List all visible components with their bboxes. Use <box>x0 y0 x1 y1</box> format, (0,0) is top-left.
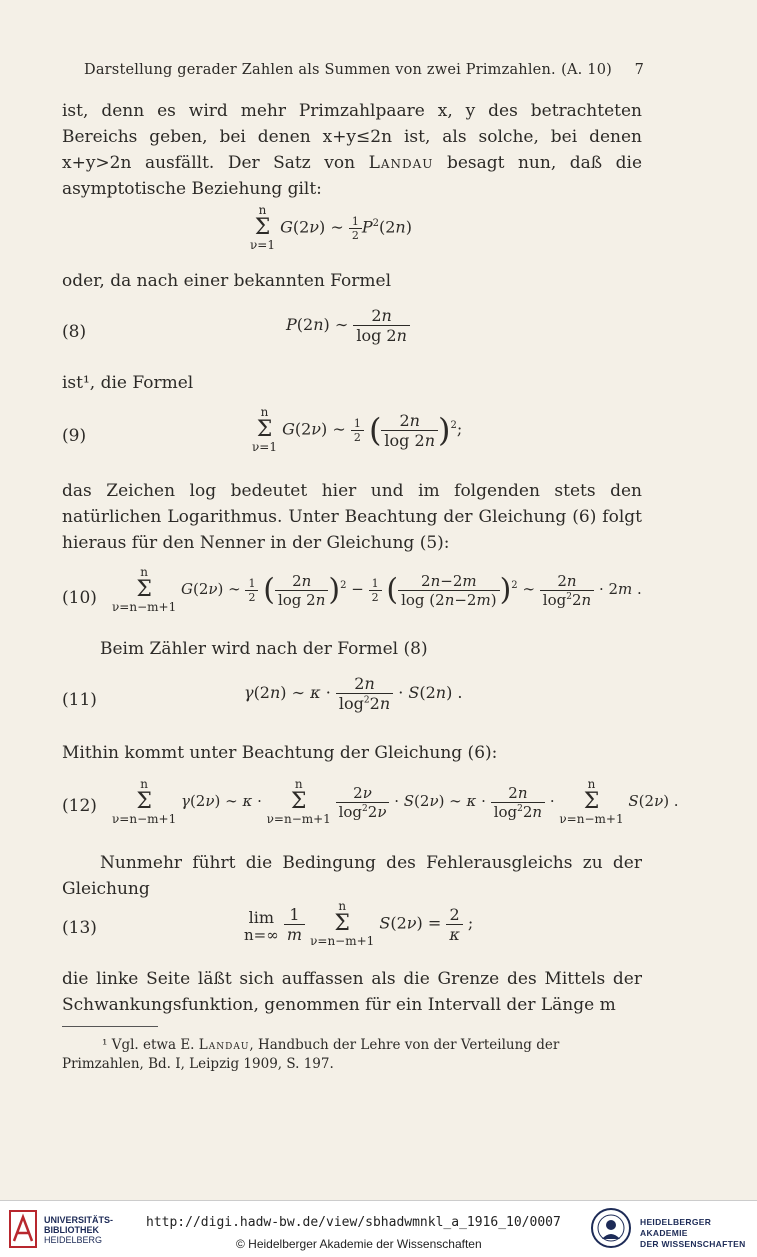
paragraph-1-text: ist, denn es wird mehr Primzahlpaare x, y des betrachteten Bereichs geben, bei denen x+y≤2n ist, als solche, bei denen x+y>2n ausfällt. Der Satz von <box>62 101 642 173</box>
equation-10-label: (10) <box>62 588 97 608</box>
equation-11-label: (11) <box>62 690 97 710</box>
equation-11: γ(2n) ∼ κ · $\frac{2n}{\log^22n}$ · S(2n) . <box>244 674 463 713</box>
footnote-marker: ¹ <box>102 1037 108 1053</box>
paragraph-1 <box>62 98 642 202</box>
equation-9: n Σ ν=1 G(2ν) ∼ $\frac{1}{2}$ ( $\frac{2n}{\log 2n}$ )$^2$; <box>252 405 463 454</box>
equation-asymptotic: n Σ ν=1 G(2ν) ∼ $\frac{1}{2}$ $P^2(2n)$ <box>250 203 412 252</box>
paragraph-1-end: besagt nun, daß die asymptotische Beziehung gilt: <box>62 153 643 199</box>
equation-12: n Σ ν=n−m+1 γ(2ν) ∼ κ · n Σ ν=n−m+1 $\frac{2\nu}{\log^22\nu}$ · S(2ν) ∼ κ · $\frac{2n}{\log^22n}$ · n Σ ν=n−m+1 S(2ν) . <box>112 777 679 826</box>
page-number: 7 <box>634 62 644 78</box>
paragraph-7: Nunmehr führt die Bedingung des Fehlerausgleichs zu der Gleichung <box>62 853 642 899</box>
section-code: (A. 10) <box>561 62 612 78</box>
page-url-link[interactable]: http://digi.hadw-bw.de/view/sbhadwmnkl_a_1916_10/0007 <box>146 1215 561 1230</box>
paragraph-8: die linke Seite läßt sich auffassen als die Grenze des Mittels der Schwankungsfunktion, genommen für ein Intervall der Länge m <box>62 969 642 1015</box>
equation-8: P(2n) ∼ $\frac{2n}{\log 2n}$ <box>286 306 410 345</box>
academy-label: HEIDELBERGER AKADEMIE DER WISSENSCHAFTEN <box>640 1217 746 1249</box>
equation-9-label: (9) <box>62 426 87 446</box>
footnote <box>62 1036 644 1074</box>
footnote-text-pre: Vgl. etwa E. <box>111 1037 195 1053</box>
author-name: Landau <box>368 153 434 173</box>
paragraph-2: oder, da nach einer bekannten Formel <box>62 271 392 291</box>
university-library-label: UNIVERSITÄTS- BIBLIOTHEK HEIDELBERG <box>44 1215 114 1245</box>
paragraph-3: ist¹, die Formel <box>62 373 194 393</box>
equation-13-label: (13) <box>62 918 97 938</box>
equation-8-label: (8) <box>62 322 87 342</box>
running-title: Darstellung gerader Zahlen als Summen von zwei Primzahlen. <box>84 62 556 78</box>
equation-12-label: (12) <box>62 796 97 816</box>
paragraph-4: das Zeichen log bedeutet hier und im folgenden stets den natürlichen Logarithmus. Unter Beachtung der Gleichung (6) folgt hieraus für den Nenner in der Gleichung (5): <box>62 481 642 553</box>
copyright-notice: © Heidelberger Akademie der Wissenschaften <box>236 1237 482 1251</box>
running-header <box>84 62 644 78</box>
equation-10: n Σ ν=n−m+1 G(2ν) ∼ $\frac{1}{2}$ ( $\frac{2n}{\log 2n}$ )$^2$ − $\frac{1}{2}$ ( $\frac{2n-2m}{\log (2n-2m)}$ )$^2$ ∼ $\frac{2n}{\log^22n}$ · 2m . <box>112 565 642 614</box>
footnote-author: Landau <box>198 1037 250 1053</box>
university-library-logo-icon <box>8 1209 38 1249</box>
paragraph-5: Beim Zähler wird nach der Formel (8) <box>100 639 428 659</box>
footnote-rule <box>62 1026 158 1027</box>
equation-13: lim n=∞ $\frac{1}{m}$ n Σ ν=n−m+1 S(2ν) = $\frac{2}{\kappa}$ ; <box>244 899 474 948</box>
paragraph-6: Mithin kommt unter Beachtung der Gleichung (6): <box>62 743 498 763</box>
academy-seal-icon <box>590 1207 632 1249</box>
viewer-footer <box>0 1200 757 1257</box>
footnote-text-post: , Handbuch der Lehre von der Verteilung der Primzahlen, Bd. I, Leipzig 1909, S. 197. <box>62 1037 560 1072</box>
